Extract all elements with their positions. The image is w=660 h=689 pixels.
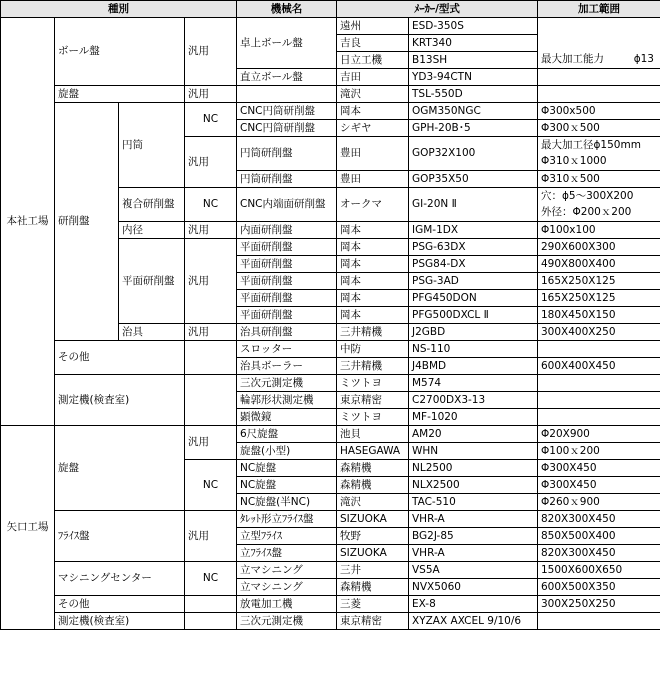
machine-name: ﾀﾚｯﾄ形立ﾌﾗｲｽ盤 bbox=[237, 511, 337, 528]
range: 490X800X400 bbox=[538, 256, 660, 273]
machine-name: 円筒研削盤 bbox=[237, 137, 337, 171]
range: Φ300X450 bbox=[538, 460, 660, 477]
model: VHR-A bbox=[409, 545, 538, 562]
model: TSL-550D bbox=[409, 86, 538, 103]
header-maker-model: ﾒｰｶｰ/型式 bbox=[337, 1, 538, 18]
machine-name: 平面研削盤 bbox=[237, 307, 337, 324]
maker: SIZUOKA bbox=[337, 511, 409, 528]
maker: 滝沢 bbox=[337, 494, 409, 511]
max-capacity-value: ϕ13 bbox=[633, 53, 654, 66]
model: ESD-350S bbox=[409, 18, 538, 35]
table-row bbox=[1, 596, 660, 613]
machine-name bbox=[237, 86, 337, 103]
maker: 東京精密 bbox=[337, 613, 409, 630]
type-general: 汎用 bbox=[185, 511, 237, 562]
maker: 滝沢 bbox=[337, 86, 409, 103]
factory-yaguchi: 矢口工場 bbox=[1, 426, 55, 630]
machine-name: 輪郭形状測定機 bbox=[237, 392, 337, 409]
machine-name: NC旋盤 bbox=[237, 477, 337, 494]
range: 290X600X300 bbox=[538, 239, 660, 256]
model: NVX5060 bbox=[409, 579, 538, 596]
range-line-1: 最大加工径ϕ150mm bbox=[541, 139, 641, 152]
range bbox=[538, 188, 660, 222]
machine-name: 三次元測定機 bbox=[237, 613, 337, 630]
range bbox=[538, 86, 660, 103]
model: PSG-63DX bbox=[409, 239, 538, 256]
range: 820X300X450 bbox=[538, 545, 660, 562]
maker: 森精機 bbox=[337, 477, 409, 494]
range bbox=[538, 18, 660, 69]
table-row bbox=[1, 375, 660, 392]
sub-surface: 平面研削盤 bbox=[119, 239, 185, 324]
machine-name: 平面研削盤 bbox=[237, 239, 337, 256]
category-lathe: 旋盤 bbox=[55, 86, 185, 103]
machine-name: CNC内端面研削盤 bbox=[237, 188, 337, 222]
type-general: 汎用 bbox=[185, 222, 237, 239]
maker: 吉田 bbox=[337, 69, 409, 86]
machine-name: NC旋盤(半NC) bbox=[237, 494, 337, 511]
model: J4BMD bbox=[409, 358, 538, 375]
maker: HASEGAWA bbox=[337, 443, 409, 460]
maker: 森精機 bbox=[337, 460, 409, 477]
maker: 東京精密 bbox=[337, 392, 409, 409]
range: Φ310ｘ500 bbox=[538, 171, 660, 188]
sub-jig: 治具 bbox=[119, 324, 185, 341]
machine-name: 立マシニング bbox=[237, 562, 337, 579]
maker: 岡本 bbox=[337, 290, 409, 307]
max-capacity bbox=[541, 53, 660, 66]
machine-name: 直立ボール盤 bbox=[237, 69, 337, 86]
maker: シギヤ bbox=[337, 120, 409, 137]
type-general: 汎用 bbox=[185, 86, 237, 103]
range bbox=[538, 392, 660, 409]
machine-name: 卓上ボール盤 bbox=[237, 18, 337, 69]
maker: オークマ bbox=[337, 188, 409, 222]
model: YD3-94CTN bbox=[409, 69, 538, 86]
maker: ミツトヨ bbox=[337, 375, 409, 392]
table-row bbox=[1, 613, 660, 630]
category-machining-center: マシニングセンター bbox=[55, 562, 185, 596]
range bbox=[538, 613, 660, 630]
table-row bbox=[1, 426, 660, 443]
maker: 三井精機 bbox=[337, 324, 409, 341]
table-row bbox=[1, 18, 660, 35]
machine-name: 顕微鏡 bbox=[237, 409, 337, 426]
maker: 三菱 bbox=[337, 596, 409, 613]
maker: 豊田 bbox=[337, 171, 409, 188]
range bbox=[538, 137, 660, 171]
range-line-2: 外径：Φ200ｘ200 bbox=[541, 205, 632, 218]
range: 165X250X125 bbox=[538, 290, 660, 307]
model: KRT340 bbox=[409, 35, 538, 52]
range: 1500X600X650 bbox=[538, 562, 660, 579]
model: B13SH bbox=[409, 52, 538, 69]
maker: 岡本 bbox=[337, 307, 409, 324]
model: XYZAX AXCEL 9/10/6 bbox=[409, 613, 538, 630]
machine-name: 旋盤(小型) bbox=[237, 443, 337, 460]
factory-honsha: 本社工場 bbox=[1, 18, 55, 426]
maker: 岡本 bbox=[337, 256, 409, 273]
model: EX-8 bbox=[409, 596, 538, 613]
machine-name: 三次元測定機 bbox=[237, 375, 337, 392]
model: AM20 bbox=[409, 426, 538, 443]
sub-internal: 内径 bbox=[119, 222, 185, 239]
range: Φ300X450 bbox=[538, 477, 660, 494]
range bbox=[538, 375, 660, 392]
machine-name: 治具ボーラー bbox=[237, 358, 337, 375]
maker: 池貝 bbox=[337, 426, 409, 443]
machine-name: 平面研削盤 bbox=[237, 273, 337, 290]
model: WHN bbox=[409, 443, 538, 460]
range: 600X500X350 bbox=[538, 579, 660, 596]
type-nc: NC bbox=[185, 460, 237, 511]
machine-name: 内面研削盤 bbox=[237, 222, 337, 239]
category-other: その他 bbox=[55, 341, 185, 375]
maker: 牧野 bbox=[337, 528, 409, 545]
machine-name: 治具研削盤 bbox=[237, 324, 337, 341]
range: 165X250X125 bbox=[538, 273, 660, 290]
maker: 岡本 bbox=[337, 239, 409, 256]
type-general: 汎用 bbox=[185, 18, 237, 86]
category-lathe: 旋盤 bbox=[55, 426, 185, 511]
model: MF-1020 bbox=[409, 409, 538, 426]
range: Φ300x500 bbox=[538, 103, 660, 120]
model: IGM-1DX bbox=[409, 222, 538, 239]
table-row bbox=[1, 562, 660, 579]
type-nc: NC bbox=[185, 562, 237, 596]
type-empty bbox=[185, 341, 237, 375]
type-nc: NC bbox=[185, 103, 237, 137]
type-general: 汎用 bbox=[185, 137, 237, 188]
table-row bbox=[1, 341, 660, 358]
type-general: 汎用 bbox=[185, 426, 237, 460]
type-general: 汎用 bbox=[185, 324, 237, 341]
type-empty bbox=[185, 375, 237, 426]
range: 820X300X450 bbox=[538, 511, 660, 528]
model: PFG450DON bbox=[409, 290, 538, 307]
model: TAC-510 bbox=[409, 494, 538, 511]
category-other: その他 bbox=[55, 596, 185, 613]
range: Φ100ｘ200 bbox=[538, 443, 660, 460]
maker: 岡本 bbox=[337, 103, 409, 120]
model: NLX2500 bbox=[409, 477, 538, 494]
sub-cylindrical: 円筒 bbox=[119, 103, 185, 188]
range: Φ260ｘ900 bbox=[538, 494, 660, 511]
maker: 中防 bbox=[337, 341, 409, 358]
model: PSG84-DX bbox=[409, 256, 538, 273]
maker: 日立工機 bbox=[337, 52, 409, 69]
range: Φ20X900 bbox=[538, 426, 660, 443]
maker: 吉良 bbox=[337, 35, 409, 52]
range: Φ300ｘ500 bbox=[538, 120, 660, 137]
range bbox=[538, 341, 660, 358]
model: M574 bbox=[409, 375, 538, 392]
range: 600X400X450 bbox=[538, 358, 660, 375]
model: J2GBD bbox=[409, 324, 538, 341]
category-measurement: 測定機(検査室) bbox=[55, 613, 185, 630]
model: OGM350NGC bbox=[409, 103, 538, 120]
category-measurement: 測定機(検査室) bbox=[55, 375, 185, 426]
range bbox=[538, 409, 660, 426]
machine-name: CNC円筒研削盤 bbox=[237, 120, 337, 137]
machine-name: 立マシニング bbox=[237, 579, 337, 596]
header-machine: 機械名 bbox=[237, 1, 337, 18]
maker: 三井 bbox=[337, 562, 409, 579]
range-line-2: Φ310ｘ1000 bbox=[541, 154, 607, 167]
machine-name: 立ﾌﾗｲｽ盤 bbox=[237, 545, 337, 562]
maker: 森精機 bbox=[337, 579, 409, 596]
header-row bbox=[1, 1, 660, 18]
model: PFG500DXCL Ⅱ bbox=[409, 307, 538, 324]
header-range: 加工範囲 bbox=[538, 1, 660, 18]
range: 300X250X250 bbox=[538, 596, 660, 613]
model: GPH-20B･5 bbox=[409, 120, 538, 137]
type-general: 汎用 bbox=[185, 239, 237, 324]
table-row bbox=[1, 86, 660, 103]
maker: 三井精機 bbox=[337, 358, 409, 375]
category-milling: ﾌﾗｲｽ盤 bbox=[55, 511, 185, 562]
model: BG2J-85 bbox=[409, 528, 538, 545]
machine-name: 放電加工機 bbox=[237, 596, 337, 613]
category-ball: ボール盤 bbox=[55, 18, 185, 86]
type-nc: NC bbox=[185, 188, 237, 222]
machine-name: 円筒研削盤 bbox=[237, 171, 337, 188]
category-grinder: 研削盤 bbox=[55, 103, 119, 341]
table-row bbox=[1, 103, 660, 120]
model: VS5A bbox=[409, 562, 538, 579]
type-empty bbox=[185, 596, 237, 613]
maker: 豊田 bbox=[337, 137, 409, 171]
sub-composite: 複合研削盤 bbox=[119, 188, 185, 222]
model: VHR-A bbox=[409, 511, 538, 528]
type-empty bbox=[185, 613, 237, 630]
machine-name: 6尺旋盤 bbox=[237, 426, 337, 443]
machine-name: スロッター bbox=[237, 341, 337, 358]
machine-name: 平面研削盤 bbox=[237, 290, 337, 307]
maker: 岡本 bbox=[337, 222, 409, 239]
model: GI-20N Ⅱ bbox=[409, 188, 538, 222]
header-category: 種別 bbox=[1, 1, 237, 18]
machine-name: CNC円筒研削盤 bbox=[237, 103, 337, 120]
range: Φ100x100 bbox=[538, 222, 660, 239]
maker: 岡本 bbox=[337, 273, 409, 290]
range bbox=[538, 69, 660, 86]
maker: 遠州 bbox=[337, 18, 409, 35]
model: GOP35X50 bbox=[409, 171, 538, 188]
model: NL2500 bbox=[409, 460, 538, 477]
maker: SIZUOKA bbox=[337, 545, 409, 562]
table-row bbox=[1, 511, 660, 528]
model: NS-110 bbox=[409, 341, 538, 358]
max-capacity-label: 最大加工能力 bbox=[541, 53, 604, 66]
model: C2700DX3-13 bbox=[409, 392, 538, 409]
range: 850X500X400 bbox=[538, 528, 660, 545]
model: PSG-3AD bbox=[409, 273, 538, 290]
range-line-1: 穴：ϕ5～300X200 bbox=[541, 190, 634, 203]
model: GOP32X100 bbox=[409, 137, 538, 171]
range: 300X400X250 bbox=[538, 324, 660, 341]
machine-name: NC旋盤 bbox=[237, 460, 337, 477]
machine-name: 平面研削盤 bbox=[237, 256, 337, 273]
machine-name: 立型ﾌﾗｲｽ bbox=[237, 528, 337, 545]
range: 180X450X150 bbox=[538, 307, 660, 324]
maker: ミツトヨ bbox=[337, 409, 409, 426]
